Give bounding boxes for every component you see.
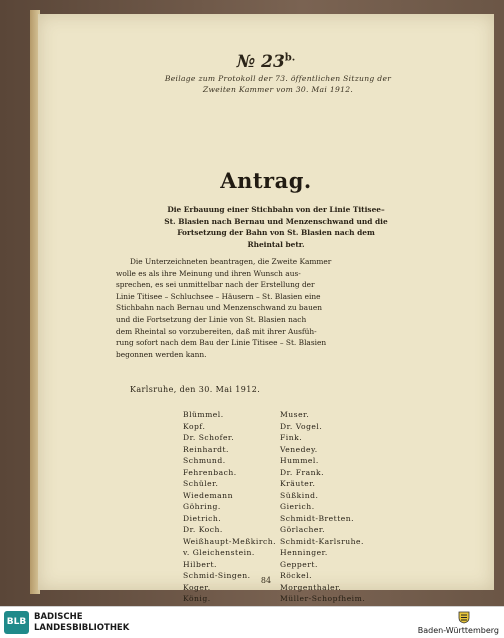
header-line-2: Zweiten Kammer vom 30. Mai 1912. [202,85,354,94]
motion-line: dem Rheintal so vorzubereiten, daß mit ihrer Ausfüh- [116,326,317,336]
subject-line: Die Erbauung einer Stichbahn von der Linie Titisee– [167,205,385,214]
signature-left: Schmid-Singen. [183,571,251,580]
signature-row [183,468,443,480]
signature-right: Schmidt-Bretten. [280,513,355,523]
signature-right: Muser. [280,410,310,419]
signature-right: Henninger. [280,548,328,557]
signature-left: Schüler. [183,479,219,488]
motion-line: und die Fortsetzung der Linie von St. Blasien nach [116,314,307,324]
signature-right: Dr. Frank. [280,467,325,477]
motion-line: sprechen, es sei unmittelbar nach der Erstellung der [116,280,315,290]
place-and-date: Karlsruhe, den 30. Mai 1912. [130,385,261,394]
signature-row [183,479,443,491]
signature-row [183,537,443,549]
signature-left: Schmund. [183,456,226,465]
signature-left: Dr. Schofer. [183,433,235,442]
signature-left: Dr. Koch. [183,525,223,534]
page-number: 84 [260,576,272,585]
signature-right: Röckel. [280,571,312,580]
signature-left: Weißhaupt-Meßkirch. [183,536,277,546]
blb-logo[interactable]: BLB [4,611,29,634]
signature-left: Wiedemann [183,490,233,500]
document-page [38,14,494,603]
signature-right: Müller-Schopfheim. [280,594,366,603]
signature-left: Göhring. [183,502,221,511]
coat-of-arms-icon [457,610,471,624]
signature-row [183,445,443,457]
document-number-label: № 23 [236,52,285,72]
signature-row [183,491,443,503]
signature-left: Kopf. [183,421,206,431]
subject-line: St. Blasien nach Bernau und Menzenschwand und die [164,216,388,226]
library-name-line: BADISCHE [34,612,83,622]
signature-row [183,514,443,526]
document-number-suffix: b. [284,52,296,64]
viewer-footer [0,606,504,638]
signature-right: Kräuter. [280,479,316,488]
signature-right: Süßkind. [280,490,319,500]
signature-right: Dr. Vogel. [280,421,323,431]
document-number [38,52,494,72]
signature-row [183,433,443,445]
document-subject [116,204,436,251]
motion-line: Die Unterzeichneten beantragen, die Zweite Kammer [130,257,332,266]
signature-right: Morgenthaler. [280,582,342,592]
signature-row [183,594,443,606]
signature-left: Hilbert. [183,559,217,569]
library-name-line: LANDESBIBLIOTHEK [34,622,130,633]
signature-right: Venedey. [280,444,318,454]
motion-text [116,256,438,360]
signature-left: Dietrich. [183,513,222,523]
motion-line: rung sofort nach dem Bau der Linie Titisee – St. Blasien [116,338,327,348]
motion-line: wolle es als ihre Meinung und ihren Wunsch aus- [116,268,301,278]
subject-line: Rheintal betr. [247,240,305,250]
signature-right: Fink. [280,433,303,442]
signature-row [183,410,443,422]
motion-line: begonnen werden kann. [116,349,207,359]
signature-right: Gierich. [280,502,315,511]
signature-left: v. Gleichenstein. [183,548,255,557]
subject-line: Fortsetzung der Bahn von St. Blasien nach dem [177,228,375,238]
signature-row [183,525,443,537]
signature-left: Reinhardt. [183,444,229,454]
motion-line: Linie Titisee – Schluchsee – Häusern – St. Blasien eine [116,291,321,301]
bleed-through-mark [128,118,428,139]
signature-left: Blümmel. [183,410,224,419]
signature-right: Schmidt-Karlsruhe. [280,536,364,546]
signature-row [183,422,443,434]
header-line-1: Beilage zum Protokoll der 73. öffentlichen Sitzung der [164,74,392,83]
signature-right: Geppert. [280,559,318,569]
library-name[interactable] [34,612,129,633]
signature-row [183,548,443,560]
motion-line: Stichbahn nach Bernau und Menzenschwand zu bauen [116,303,322,313]
signature-row [183,560,443,572]
signature-left: Koger. [183,582,211,592]
signature-right: Hummel. [280,456,319,465]
document-title: Antrag. [220,168,312,193]
signature-row [183,502,443,514]
signature-right: Görlacher. [280,525,326,534]
signature-row [183,456,443,468]
signature-left: König. [183,594,211,603]
signature-left: Fehrenbach. [183,467,237,477]
state-name[interactable]: Baden-Württemberg [417,626,499,635]
